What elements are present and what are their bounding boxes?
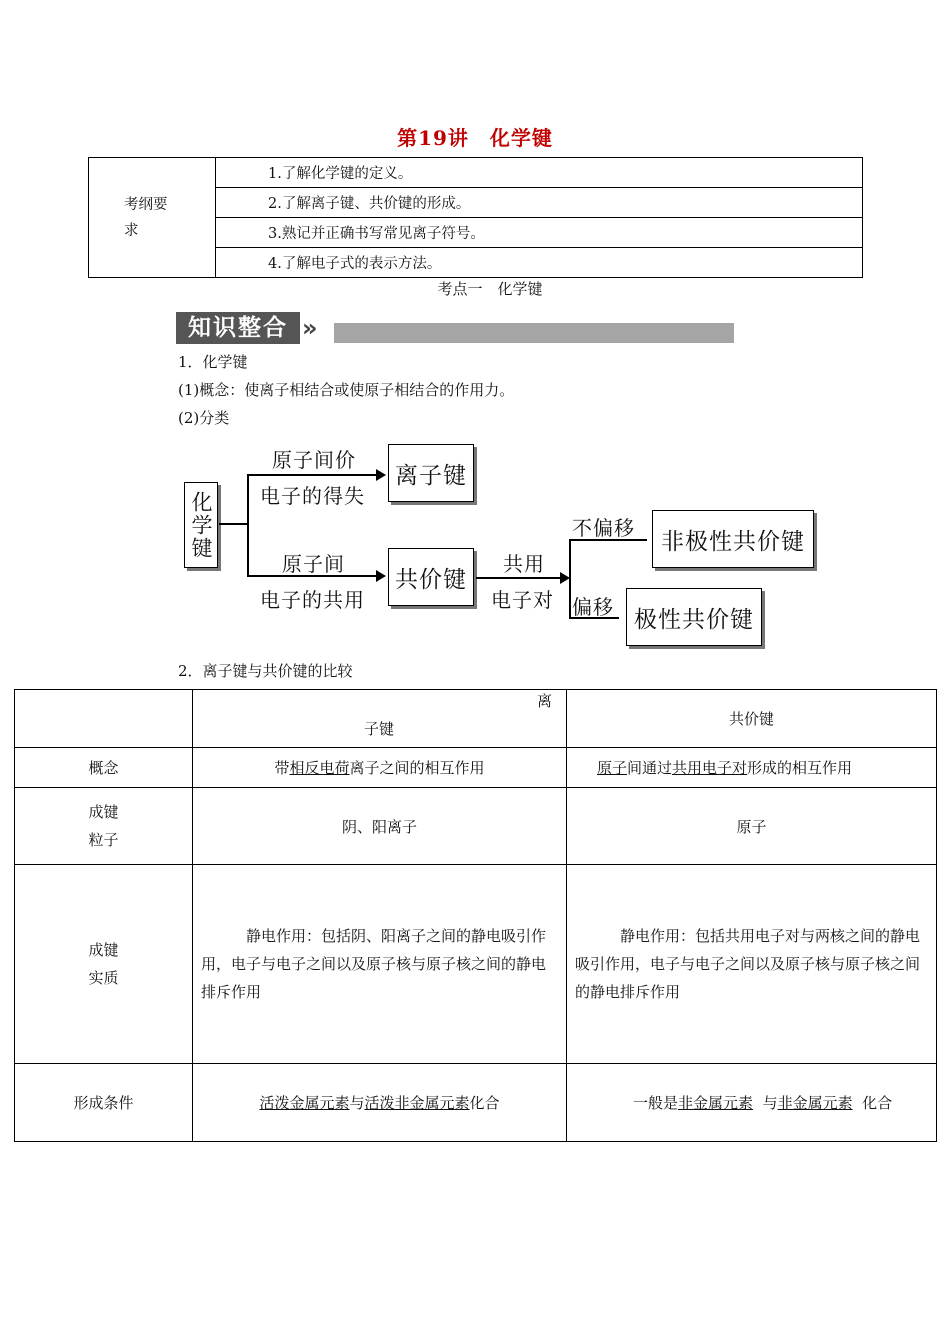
underlined-term: 相反电荷 (289, 759, 350, 777)
row-label-particles (15, 788, 193, 865)
underlined-term: 非金属元素 (777, 1094, 853, 1112)
text: 间通过 (627, 759, 673, 777)
requirement-item: 4.了解电子式的表示方法。 (216, 248, 863, 278)
box-polar-covalent-bond: 极性共价键 (626, 588, 762, 646)
double-chevron-icon: » (302, 314, 318, 342)
requirements-label-cell (89, 158, 216, 278)
label-line: 实质 (88, 969, 119, 987)
underlined-term: 活泼金属元素 (259, 1094, 350, 1112)
label-line: 粒子 (88, 831, 119, 849)
banner-label: 知识整合 (176, 312, 300, 344)
text: 与 (349, 1094, 365, 1112)
nonpolar-label: 不偏移 (572, 516, 635, 540)
paragraph-1: 1．化学键 (178, 353, 248, 371)
paragraph-2: (1)概念：使离子相结合或使原子相结合的作用力。 (178, 381, 515, 399)
covalent-essence: 静电作用：包括共用电子对与两核之间的静电吸引作用，电子与电子之间以及原子核与原子核之间的静电排斥作用 (567, 865, 937, 1064)
label-line: 成键 (88, 803, 119, 821)
covalent-particles: 原子 (567, 788, 937, 865)
text: 形成的相互作用 (747, 759, 853, 777)
covalent-conditions (567, 1064, 937, 1142)
ionic-essence: 静电作用：包括阴、阳离子之间的静电吸引作用，电子与电子之间以及原子核与原子核之间的静电排斥作用 (193, 865, 567, 1064)
covalent-condition-top: 原子间 (282, 552, 345, 576)
text: 带 (274, 759, 290, 777)
covalent-condition-bottom: 电子的共用 (260, 588, 365, 612)
arrow-to-ionic (247, 474, 377, 476)
header-ionic-part-a: 离 (536, 692, 552, 710)
text: 化合 (862, 1094, 893, 1112)
polar-label: 偏移 (572, 595, 614, 619)
shared-pair-bottom: 电子对 (491, 588, 554, 612)
underlined-term: 活泼非金属元素 (364, 1094, 470, 1112)
underlined-term: 共用电子对 (672, 759, 748, 777)
ionic-condition-top: 原子间价 (272, 448, 356, 472)
header-covalent-cell: 共价键 (567, 690, 937, 748)
arrowhead-icon (376, 570, 386, 582)
label-line: 成键 (88, 941, 119, 959)
shared-pair-top: 共用 (503, 552, 545, 576)
box-covalent-bond: 共价键 (388, 548, 474, 606)
text: 离子之间的相互作用 (349, 759, 485, 777)
requirement-item: 1.了解化学键的定义。 (216, 158, 863, 188)
arrowhead-icon (376, 469, 386, 481)
row-label-essence (15, 865, 193, 1064)
requirement-item: 3.熟记并正确书写常见离子符号。 (216, 218, 863, 248)
ionic-concept (193, 748, 567, 788)
banner-bar (334, 323, 734, 343)
underlined-term: 非金属元素 (678, 1094, 754, 1112)
header-empty-cell (15, 690, 193, 748)
connector (219, 523, 248, 525)
requirements-label: 考纲要求 (124, 196, 168, 239)
box-ionic-bond: 离子键 (388, 444, 474, 502)
requirement-item: 2.了解离子键、共价键的形成。 (216, 188, 863, 218)
root-box-chemical-bond: 化学键 (184, 482, 218, 568)
connector (247, 474, 249, 575)
underlined-term: 原子 (597, 759, 628, 777)
ionic-conditions (193, 1064, 567, 1142)
paragraph-3: (2)分类 (178, 409, 230, 427)
ionic-condition-bottom: 电子的得失 (260, 484, 365, 508)
covalent-concept (567, 748, 937, 788)
text: 化合 (469, 1094, 500, 1112)
arrow-to-split (476, 577, 561, 579)
text: 与 (762, 1094, 778, 1112)
knowledge-banner (176, 312, 734, 344)
row-label-conditions: 形成条件 (15, 1064, 193, 1142)
ionic-particles: 阴、阳离子 (193, 788, 567, 865)
requirements-table (88, 157, 863, 278)
header-ionic-cell (193, 690, 567, 748)
box-nonpolar-covalent-bond: 非极性共价键 (652, 510, 814, 568)
header-ionic-part-b: 子键 (364, 720, 395, 738)
row-label-concept: 概念 (15, 748, 193, 788)
paragraph-4: 2．离子键与共价键的比较 (178, 662, 353, 680)
comparison-table (14, 689, 937, 1142)
connector (569, 539, 571, 618)
page-title: 第19讲 化学键 (397, 126, 553, 150)
text: 一般是 (633, 1094, 679, 1112)
section-heading: 考点一 化学键 (437, 280, 543, 298)
